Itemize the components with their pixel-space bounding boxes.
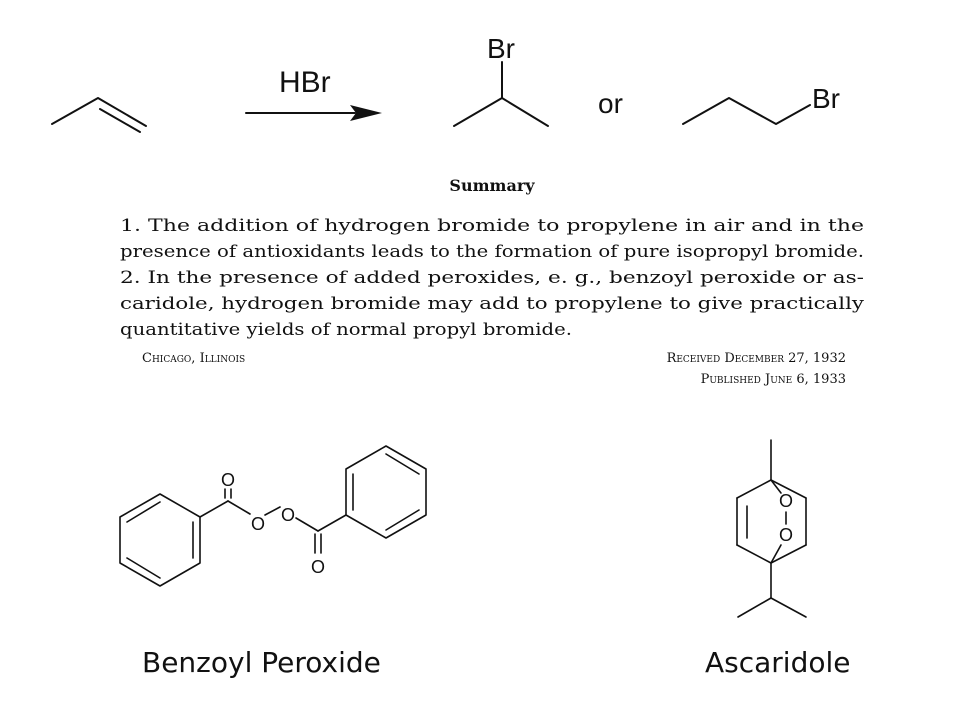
ascaridole-isopropyl-right — [771, 598, 806, 617]
summary-excerpt — [120, 176, 864, 387]
isopropyl-skeleton — [454, 98, 548, 126]
reagent-label: HBr — [279, 66, 331, 99]
peroxide-o-o-bond — [265, 507, 280, 515]
left-peroxide-oxygen: O — [250, 514, 266, 534]
summary-line-5: quantitative yields of normal propyl bromide. — [120, 320, 572, 340]
right-ring-double-bond-3 — [386, 510, 419, 530]
summary-received: Received December 27, 1932 — [666, 351, 846, 366]
ascaridole-caption: Ascaridole — [705, 646, 851, 679]
summary-published: Published June 6, 1933 — [700, 372, 846, 387]
benzoyl-peroxide-structure — [120, 446, 426, 586]
summary-line-3: 2. In the presence of added peroxides, e. g., benzoyl peroxide or as- — [120, 268, 864, 288]
left-carbonyl-oxygen: O — [220, 470, 236, 490]
isopropyl-br-label: Br — [487, 33, 515, 64]
isopropyl-bromide-structure — [454, 33, 548, 126]
right-carbonyl-oxygen: O — [310, 557, 326, 577]
propene-double-bond — [100, 109, 140, 132]
left-ring-double-bond-2 — [127, 558, 160, 578]
ascaridole-oxygen-bottom: O — [778, 525, 794, 545]
right-ring-double-bond-2 — [386, 454, 419, 474]
ascaridole-bond-top-left — [737, 480, 771, 498]
summary-line-2: presence of antioxidants leads to the formation of pure isopropyl bromide. — [120, 242, 864, 262]
ascaridole-isopropyl-left — [738, 598, 771, 617]
propene-skeleton — [52, 98, 146, 126]
benzoyl-peroxide-caption: Benzoyl Peroxide — [142, 646, 381, 679]
summary-location: Chicago, Illinois — [142, 351, 246, 366]
reaction-arrow — [246, 105, 382, 121]
propyl-skeleton — [683, 98, 810, 124]
right-benzene-ring — [346, 446, 426, 538]
ascaridole-bond-bottom-left — [737, 545, 771, 563]
left-ring-to-carbonyl — [200, 501, 228, 517]
or-connector: or — [598, 88, 623, 119]
left-ring-double-bond-3 — [127, 502, 160, 522]
right-carbonyl-to-ring — [318, 515, 346, 531]
right-peroxide-oxygen: O — [280, 505, 296, 525]
left-benzene-ring — [120, 494, 200, 586]
ascaridole-structure — [737, 440, 806, 617]
summary-line-1: 1. The addition of hydrogen bromide to propylene in air and in the — [120, 216, 864, 236]
propene-structure — [52, 98, 146, 132]
left-carbonyl-to-ester-o — [228, 501, 250, 514]
propyl-br-label: Br — [812, 83, 840, 114]
propyl-bromide-structure — [683, 83, 840, 124]
summary-line-4: caridole, hydrogen bromide may add to propylene to give practically — [120, 294, 865, 314]
summary-heading: Summary — [449, 176, 535, 195]
ascaridole-oxygen-top: O — [778, 491, 794, 511]
ester-o-to-right-carbonyl — [296, 518, 318, 531]
